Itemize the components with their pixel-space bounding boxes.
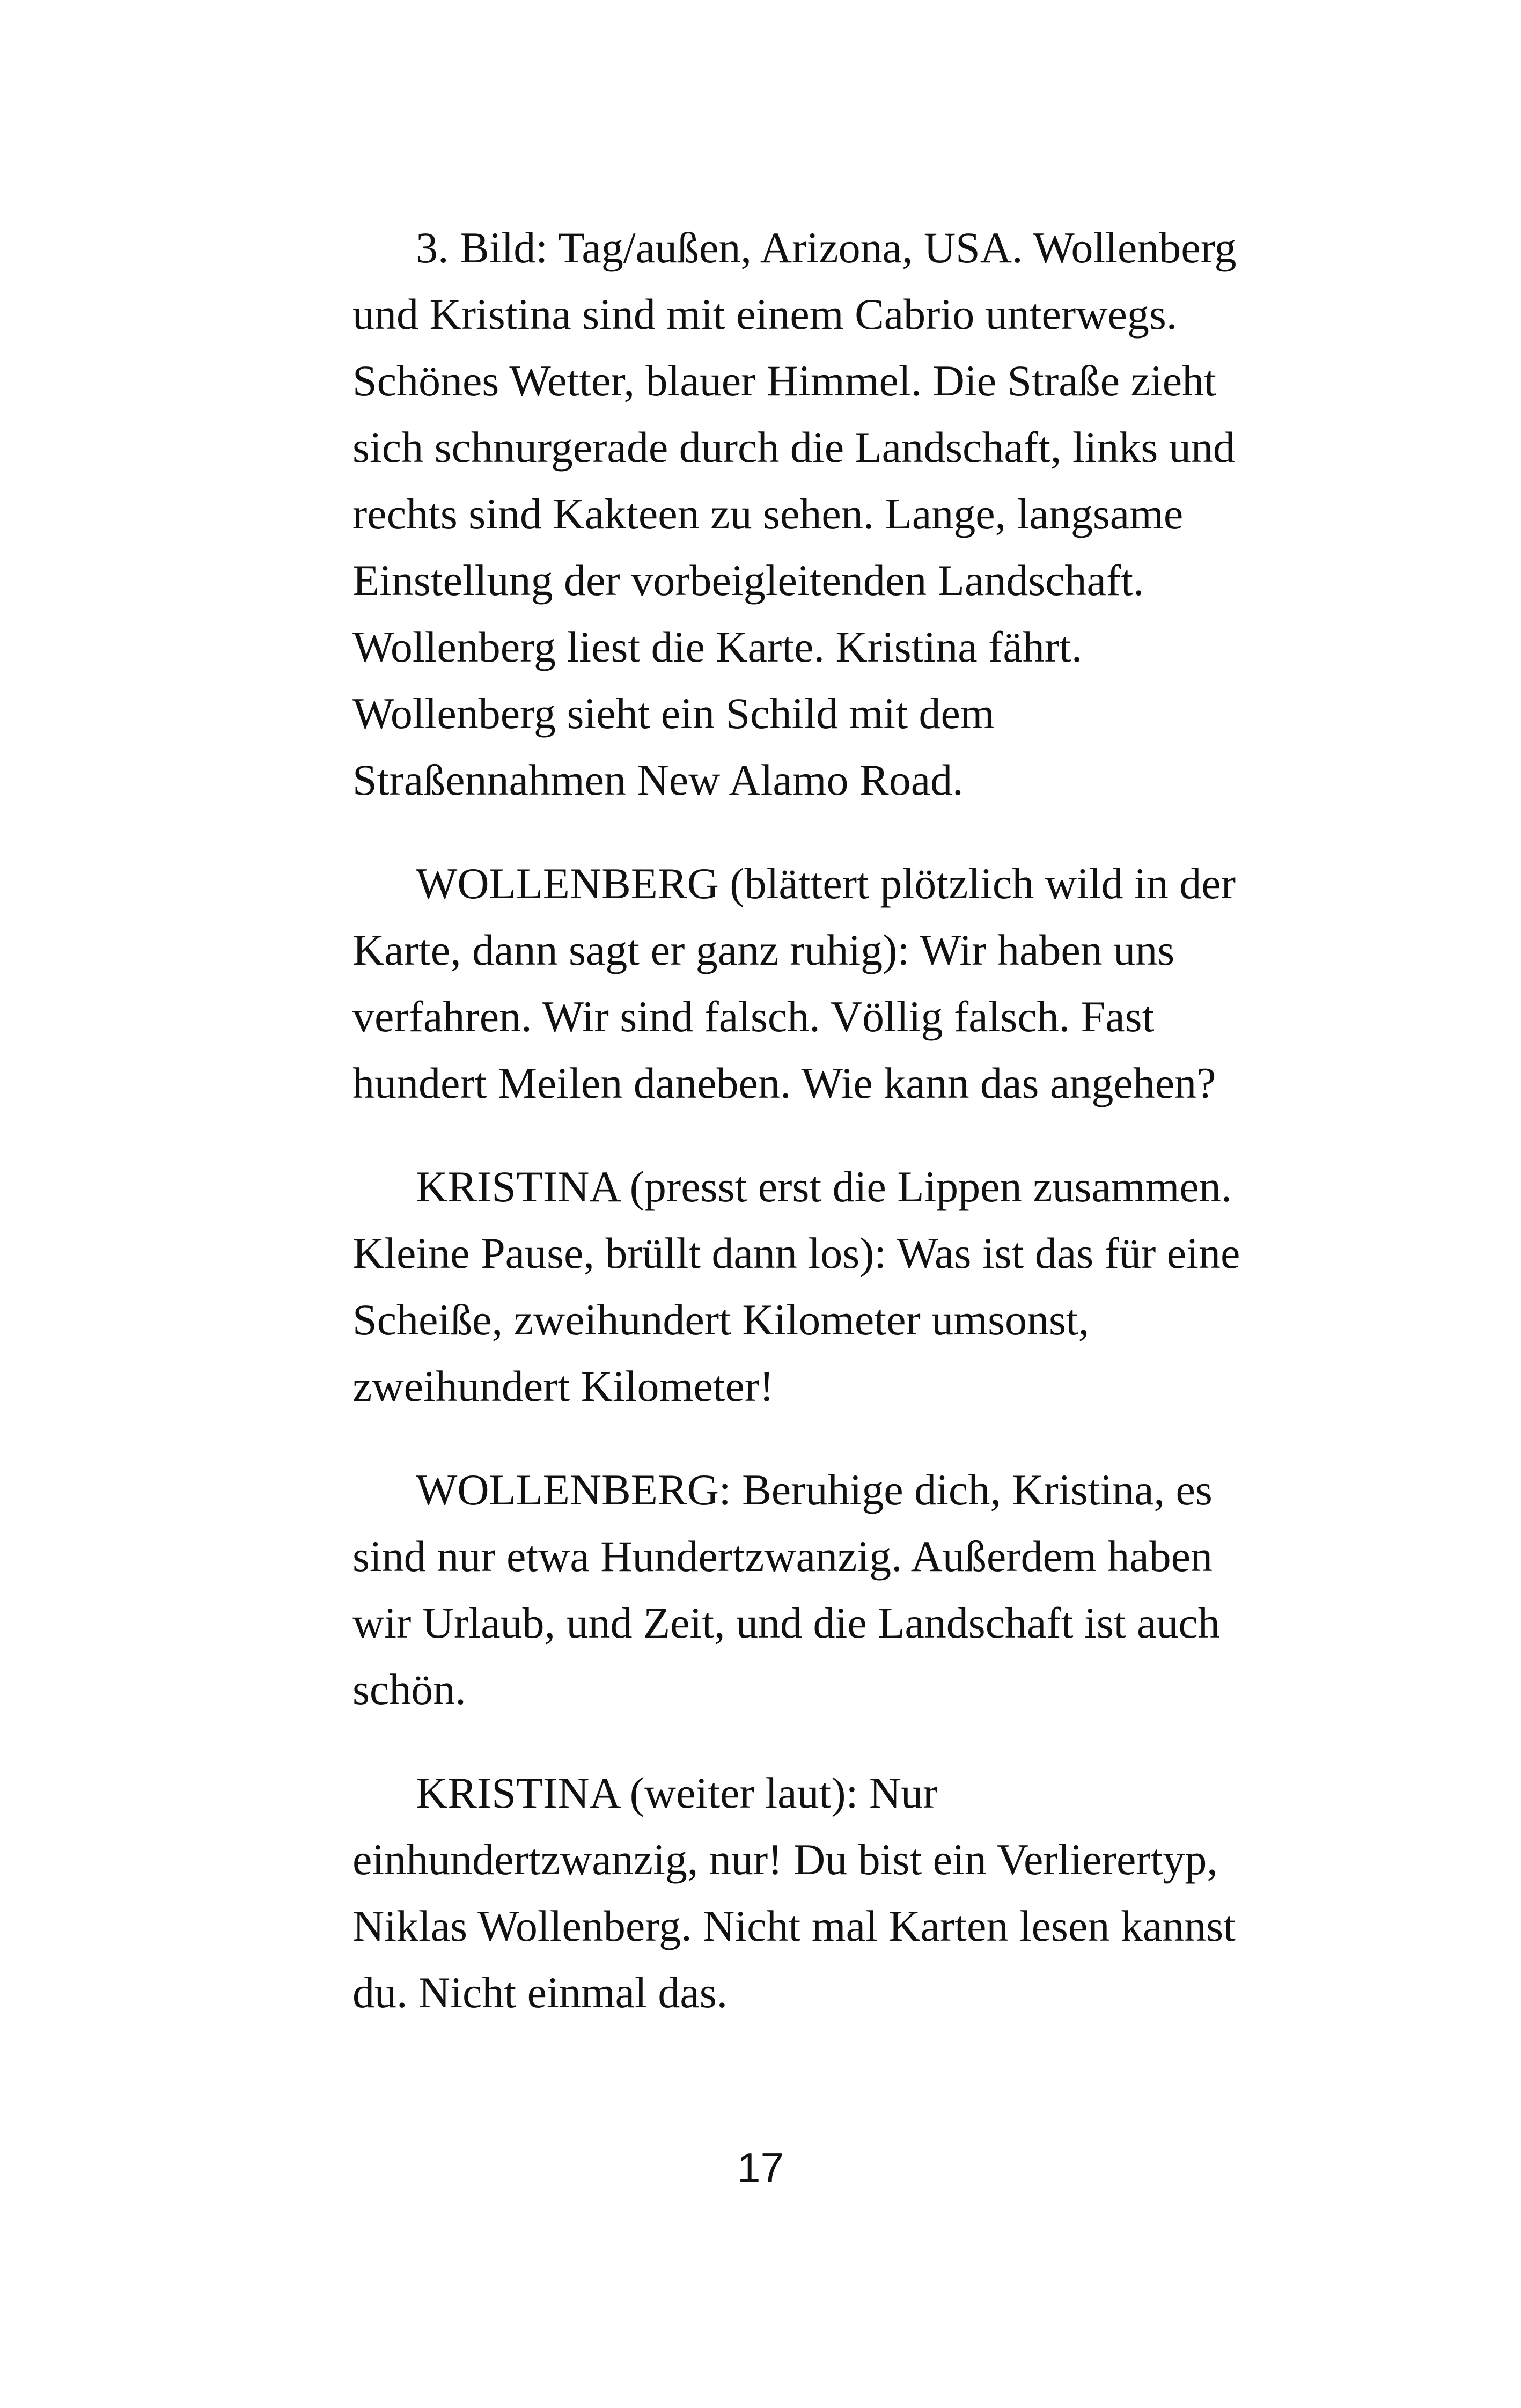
text-line: verfahren. Wir sind falsch. Völlig falsch. Fast — [352, 992, 1155, 1041]
text-line: einhundertzwanzig, nur! Du bist ein Verlierertyp, — [352, 1835, 1218, 1884]
text-line: 3. Bild: Tag/außen, Arizona, USA. Wollenberg — [416, 223, 1237, 272]
text-line: zweihundert Kilometer! — [352, 1362, 774, 1411]
text-line: und Kristina sind mit einem Cabrio unterwegs. — [352, 290, 1178, 339]
paragraph-dialogue-wollenberg-1 — [352, 850, 1313, 1117]
text-line: Wollenberg sieht ein Schild mit dem — [352, 689, 995, 738]
paragraph-dialogue-kristina-2 — [352, 1760, 1313, 2026]
text-line: du. Nicht einmal das. — [352, 1968, 728, 2017]
text-line: WOLLENBERG: Beruhige dich, Kristina, es — [416, 1465, 1213, 1514]
text-line: Scheiße, zweihundert Kilometer umsonst, — [352, 1295, 1090, 1344]
text-line: Wollenberg liest die Karte. Kristina fährt. — [352, 622, 1083, 671]
text-line: WOLLENBERG (blättert plötzlich wild in der — [416, 859, 1236, 908]
page-number: 17 — [737, 2144, 784, 2191]
text-line: Niklas Wollenberg. Nicht mal Karten lesen kannst — [352, 1902, 1236, 1950]
text-line: Straßennahmen New Alamo Road. — [352, 755, 964, 804]
text-line: Kleine Pause, brüllt dann los): Was ist das für eine — [352, 1229, 1240, 1278]
paragraph-dialogue-kristina-1 — [352, 1154, 1313, 1420]
text-line: KRISTINA (presst erst die Lippen zusammen. — [416, 1162, 1232, 1211]
text-line: KRISTINA (weiter laut): Nur — [416, 1768, 938, 1817]
paragraph-scene-description — [352, 215, 1313, 813]
text-line: schön. — [352, 1665, 466, 1714]
paragraph-dialogue-wollenberg-2 — [352, 1457, 1313, 1723]
text-line: Schönes Wetter, blauer Himmel. Die Straße zieht — [352, 356, 1216, 405]
text-line: Karte, dann sagt er ganz ruhig): Wir haben uns — [352, 926, 1175, 974]
text-line: sich schnurgerade durch die Landschaft, links und — [352, 423, 1235, 472]
text-line: rechts sind Kakteen zu sehen. Lange, langsame — [352, 489, 1184, 538]
text-line: Einstellung der vorbeigleitenden Landschaft. — [352, 556, 1144, 605]
body-text — [352, 215, 1313, 2063]
text-line: wir Urlaub, und Zeit, und die Landschaft ist auch — [352, 1598, 1220, 1647]
text-line: sind nur etwa Hundertzwanzig. Außerdem haben — [352, 1532, 1213, 1581]
text-line: hundert Meilen daneben. Wie kann das angehen? — [352, 1059, 1216, 1107]
